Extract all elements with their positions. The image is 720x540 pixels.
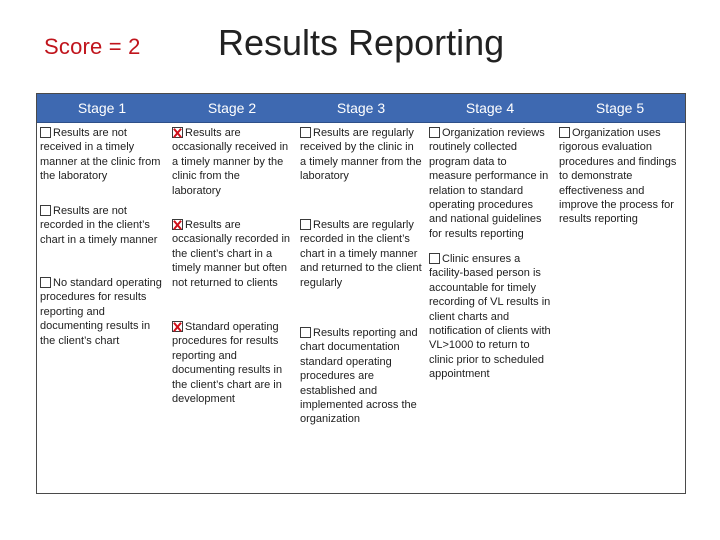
checkbox[interactable] — [40, 205, 51, 216]
checkbox[interactable] — [40, 127, 51, 138]
checkbox[interactable] — [559, 127, 570, 138]
stage-3-header: Stage 3 — [336, 100, 386, 116]
criterion-text: Results reporting and chart documentation standard operating procedures are established and implemented across the organization — [300, 327, 418, 426]
criterion-text: Results are occasionally received in a timely manner by the clinic from the laboratory — [172, 127, 289, 197]
stage-5-item — [559, 126, 681, 227]
stage-2-item — [172, 218, 290, 290]
checked-checkbox[interactable] — [172, 127, 183, 138]
criterion-text: Clinic ensures a facility-based person is accountable for timely recording of VL results in client charts and notification of clients with VL>1000 to return to clinic prior to scheduled appointment — [429, 253, 551, 381]
stage-5-header: Stage 5 — [595, 100, 645, 116]
criterion-text: Standard operating procedures for results reporting and documenting results in the client’s chart are in development — [172, 321, 283, 406]
stage-3-item — [300, 218, 422, 290]
stage-1-item — [40, 276, 164, 348]
checkbox[interactable] — [40, 277, 51, 288]
stage-4-header: Stage 4 — [465, 100, 515, 116]
page-title: Results Reporting — [218, 22, 505, 63]
criterion-text: Organization reviews routinely collected program data to measure performance in relation to standard operating procedures and national guidelines for results reporting — [429, 127, 549, 240]
stage-2-item — [172, 320, 290, 406]
criterion-text: Results are not recorded in the client’s chart in a timely manner — [40, 205, 158, 246]
criterion-text: Results are regularly received by the clinic in a timely manner from the laboratory — [300, 127, 422, 183]
table-header — [37, 94, 685, 123]
stage-3-item — [300, 326, 422, 427]
criterion-text: Organization uses rigorous evaluation procedures and findings to demonstrate effectiveness and improve the process for results reporting — [559, 127, 677, 226]
criterion-text: Results are occasionally recorded in the client’s chart in a timely manner but often not returned to clients — [172, 219, 291, 289]
stage-3-item — [300, 126, 422, 184]
stage-2-header: Stage 2 — [207, 100, 257, 116]
score-label: Score = 2 — [44, 34, 141, 59]
stage-4-item — [429, 126, 552, 241]
criterion-text: No standard operating procedures for results reporting and documenting results in the client’s chart — [40, 277, 162, 347]
stage-1-header: Stage 1 — [77, 100, 127, 116]
stage-1-item — [40, 126, 164, 184]
criterion-text: Results are not received in a timely manner at the clinic from the laboratory — [40, 127, 161, 183]
checkbox[interactable] — [300, 327, 311, 338]
checkbox[interactable] — [429, 127, 440, 138]
criterion-text: Results are regularly recorded in the client’s chart in a timely manner and returned to the client regularly — [300, 219, 422, 289]
checked-checkbox[interactable] — [172, 219, 183, 230]
stages-table — [36, 93, 686, 494]
stage-1-item — [40, 204, 164, 247]
checkbox[interactable] — [429, 253, 440, 264]
stage-2-item — [172, 126, 290, 198]
stage-4-item — [429, 252, 552, 382]
checkbox[interactable] — [300, 127, 311, 138]
checked-checkbox[interactable] — [172, 321, 183, 332]
checkbox[interactable] — [300, 219, 311, 230]
